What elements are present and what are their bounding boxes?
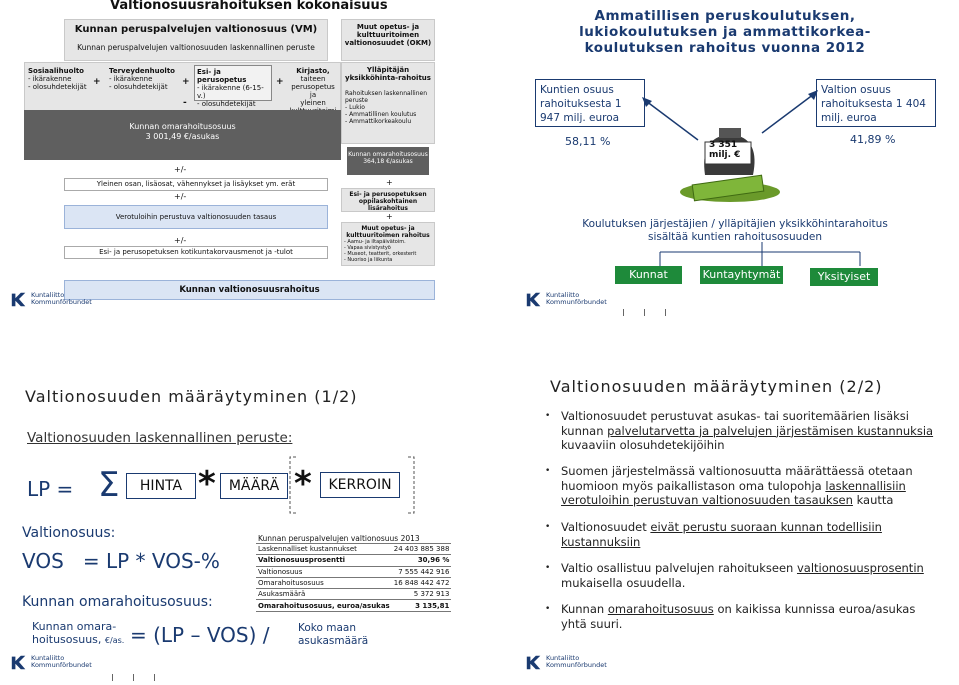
table-cell: 5 372 913 xyxy=(413,590,450,599)
table-cell: 30,96 % xyxy=(417,556,450,565)
plus-sign: + xyxy=(93,77,101,87)
slide-3 xyxy=(0,360,470,684)
money-bag-icon xyxy=(675,120,785,205)
kuntaliitto-logo xyxy=(10,653,92,671)
bullet-3 xyxy=(561,520,941,549)
kuntien-osuus-box: Kuntien osuus rahoituksesta 1 947 milj. euroa xyxy=(535,79,645,127)
muut-item: - Nuoriso ja liikunta xyxy=(344,257,393,263)
left-pct: 58,11 % xyxy=(565,135,611,148)
yleinen-osa-box: Yleinen osan, lisäosat, vähennykset ja lisäykset ym. erät xyxy=(64,178,328,191)
omarah2-value: 364,18 €/asukas xyxy=(363,158,413,165)
slide1-title: Valtionosuusrahoituksen kokonaisuus xyxy=(110,0,388,13)
table-cell: Asukasmäärä xyxy=(258,590,306,599)
table-cell: 3 135,81 xyxy=(415,601,450,610)
bullet-text-underlined: palvelutarvetta ja palvelujen järjestämisen kustannuksia xyxy=(607,423,934,438)
bottom-bar: Kunnan valtionosuusrahoitus xyxy=(64,280,435,300)
sote-item: - olosuhdetekijät xyxy=(28,83,87,91)
koko-maan: Koko maan asukasmäärä xyxy=(298,622,369,647)
slide2-caption: Koulutuksen järjestäjien / ylläpitäjien yksikköhintarahoitus sisältää kuntien rahoitusosuuden xyxy=(582,218,888,243)
star-2: * xyxy=(294,464,312,504)
bullet-text: kautta xyxy=(852,493,894,507)
bullet-text: kuvaaviin olosuhdetekijöihin xyxy=(561,438,725,452)
muut-item: - Museot, teatterit, orkesterit xyxy=(344,251,417,257)
minus-sign: - xyxy=(183,98,187,108)
verotulo-box: Verotuloihin perustuva valtionosuuden tasaus xyxy=(64,205,328,229)
bullet-4 xyxy=(561,561,941,590)
table-row xyxy=(256,544,451,555)
kirj-line: taiteen xyxy=(300,75,326,83)
bullet-text: Valtio osallistuu palvelujen rahoitukseen xyxy=(561,561,797,575)
footer-ticks xyxy=(112,666,175,685)
bullet-text-underlined: eivät perustu suoraan kunnan todellisiin kustannuksiin xyxy=(561,520,882,549)
muut-item: - Vapaa sivistystyö xyxy=(344,245,391,251)
kuntaliitto-logo xyxy=(10,290,92,308)
kotikunta-box: Esi- ja perusopetuksen kotikuntakorvausmenot ja -tulot xyxy=(64,246,328,259)
logo-line1: Kuntaliitto xyxy=(546,291,580,299)
omarah2-label: Kunnan omarahoitusosuus xyxy=(348,151,428,158)
vm-subtitle: Kunnan peruspalvelujen valtionosuuden laskennallinen peruste xyxy=(77,43,315,52)
table-cell: Omarahoitusosuus xyxy=(258,579,324,588)
vm-title: Kunnan peruspalvelujen valtionosuus (VM) xyxy=(74,24,318,35)
kuntaliitto-logo-icon xyxy=(10,653,28,671)
omarah-label: Kunnan omarahoitusosuus: xyxy=(22,594,213,610)
slide3-title: Valtionosuuden määräytyminen (1/2) xyxy=(25,387,358,406)
logo-line2: Kommunförbundet xyxy=(546,661,607,669)
omarahoitus-label: Kunnan omarahoitusosuus xyxy=(129,122,236,131)
plus-sign: + xyxy=(276,77,284,87)
omarah2-box xyxy=(347,147,429,175)
bullet-2 xyxy=(561,464,941,508)
sote-block xyxy=(28,67,87,91)
logo-line2: Kommunförbundet xyxy=(546,298,607,306)
terv-block xyxy=(109,67,175,91)
hinta-box: HINTA xyxy=(126,473,196,499)
vos-eq: VOS = LP * VOS-% xyxy=(22,549,220,573)
esi-title: Esi- ja perusopetus xyxy=(197,68,247,84)
table-cell: 7 555 442 916 xyxy=(398,567,450,576)
terv-title: Terveydenhuolto xyxy=(109,67,175,75)
vos-label: Valtionosuus: xyxy=(22,525,116,541)
slide-4 xyxy=(480,360,959,684)
bullet-text-underlined: omarahoitusosuus xyxy=(607,602,714,616)
terv-item: - olosuhdetekijät xyxy=(109,83,168,91)
omarah-small-text: Kunnan omara-hoitusosuus, xyxy=(32,620,117,646)
kerroin-box: KERROIN xyxy=(320,472,400,498)
terv-item: - ikärakenne xyxy=(109,75,153,83)
esi-item: - olosuhdetekijät xyxy=(197,100,256,108)
bullet-5 xyxy=(561,602,941,631)
plus-sign: + xyxy=(386,178,393,187)
valtion-osuus-box: Valtion osuus rahoituksesta 1 404 milj. euroa xyxy=(816,79,936,127)
table-title: Kunnan peruspalvelujen valtionosuus 2013 xyxy=(258,534,420,543)
slide-1 xyxy=(0,0,459,310)
plus-sign: + xyxy=(386,212,393,221)
slide-2 xyxy=(480,0,959,320)
slide4-title: Valtionosuuden määräytyminen (2/2) xyxy=(550,377,883,396)
table-row xyxy=(256,589,451,600)
muut-item: - Aamu- ja iltapäivätoim. xyxy=(344,239,406,245)
valtionosuus-table xyxy=(256,543,451,612)
okm-header: Muut opetus- ja kulttuuritoimen valtionosuudet (OKM) xyxy=(341,19,435,61)
maara-box: MÄÄRÄ xyxy=(220,473,288,499)
esi-block xyxy=(194,65,272,108)
logo-line2: Kommunförbundet xyxy=(31,661,92,669)
yllapitaja-item: - Ammattikorkeakoulu xyxy=(345,118,412,125)
table-row xyxy=(256,577,451,588)
yksityiset-button[interactable]: Yksityiset xyxy=(810,268,878,286)
bullet-text-underlined: valtionosuusprosentin xyxy=(796,561,924,575)
bullet-text: Suomen järjestelmässä valtionosuutta määrättäessä otetaan huomioon myös paikallistason oma tulopohja xyxy=(561,464,913,493)
esi-item: - ikärakenne (6-15-v.) xyxy=(197,84,264,100)
plusminus-sign: +/- xyxy=(174,236,187,245)
right-pct: 41,89 % xyxy=(850,133,896,146)
sote-title: Sosiaalihuolto xyxy=(28,67,84,75)
kirj-title: Kirjasto, xyxy=(296,67,330,75)
table-row xyxy=(256,566,451,577)
table-cell: Valtionosuusprosentti xyxy=(258,556,346,565)
bullet-text: Kunnan xyxy=(561,602,608,616)
table-row xyxy=(256,600,451,611)
rahoituksen-label: Rahoituksen laskennallinen peruste xyxy=(345,90,428,104)
vm-header xyxy=(64,19,328,61)
plusminus-sign: +/- xyxy=(174,192,187,201)
bullet-1 xyxy=(561,409,941,453)
muut-title: Muut opetus- ja kulttuuritoimen rahoitus xyxy=(346,225,430,239)
bullet-text: Valtionosuudet xyxy=(561,520,651,534)
kunnat-button[interactable]: Kunnat xyxy=(615,266,682,284)
kuntaliitto-logo xyxy=(525,653,607,671)
esi-lisa-box: Esi- ja perusopetuksen oppilaskohtainen lisärahoitus xyxy=(341,188,435,212)
kirj-block xyxy=(287,67,339,115)
lp-eq: LP = xyxy=(27,477,74,501)
table-cell: Valtionosuus xyxy=(258,567,303,576)
kuntaliitto-logo-icon xyxy=(525,653,543,671)
omarah-small xyxy=(32,620,127,647)
money-label: 3 351 milj. € xyxy=(709,140,741,160)
kuntaliitto-logo-icon xyxy=(10,290,28,308)
footer-ticks xyxy=(623,301,686,320)
yllapitaja-item: - Lukio xyxy=(345,104,365,111)
omarahoitus-box xyxy=(24,110,341,160)
kuntayhtymat-button[interactable]: Kuntayhtymät xyxy=(700,266,783,284)
bullet-text-underlined: laskennallisiin verotuloihin perustuvan valtionosuuden tasauksen xyxy=(561,478,906,507)
bullet-text: mukaisella osuudella. xyxy=(561,575,686,590)
kuntaliitto-logo-icon xyxy=(525,290,543,308)
table-row xyxy=(256,555,451,566)
yllapitaja-item: - Ammatillinen koulutus xyxy=(345,111,417,118)
slide3-subtitle: Valtionosuuden laskennallinen peruste: xyxy=(27,430,293,446)
omarahoitus-value: 3 001,49 €/asukas xyxy=(145,132,220,141)
kuntaliitto-logo xyxy=(525,290,607,308)
plusminus-sign: +/- xyxy=(174,165,187,174)
slide2-title: Ammatillisen peruskoulutuksen, lukiokoulutuksen ja ammattikorkea-koulutuksen rahoitus vuonna 2012 xyxy=(579,8,871,56)
bullet-text: on kaikissa kunnissa euroa/asukas yhtä suuri. xyxy=(561,602,916,631)
yllapitaja-box xyxy=(341,62,435,144)
kirj-line: perusopetus ja xyxy=(291,83,335,99)
sigma-symbol: Σ xyxy=(98,465,120,505)
omarah-eq: = (LP – VOS) / xyxy=(130,623,270,647)
plus-sign: + xyxy=(182,77,190,87)
logo-line1: Kuntaliitto xyxy=(31,291,65,299)
table-cell: 24 403 885 388 xyxy=(393,545,450,554)
yllapitaja-title: Ylläpitäjän yksikköhinta-rahoitus xyxy=(345,66,431,82)
sote-item: - ikärakenne xyxy=(28,75,72,83)
kirj-line: yleinen xyxy=(300,99,326,107)
logo-line1: Kuntaliitto xyxy=(546,654,580,662)
table-cell: 16 848 442 472 xyxy=(393,579,450,588)
table-cell: Omarahoitusosuus, euroa/asukas xyxy=(258,601,390,610)
star-1: * xyxy=(198,464,216,504)
muut-box xyxy=(341,222,435,266)
bullet-text: Valtionosuudet perustuvat asukas- tai suoritemäärien lisäksi kunnan xyxy=(561,409,909,438)
logo-line1: Kuntaliitto xyxy=(31,654,65,662)
logo-line2: Kommunförbundet xyxy=(31,298,92,306)
per-as: €/as. xyxy=(104,636,125,645)
table-cell: Laskennalliset kustannukset xyxy=(258,545,357,554)
